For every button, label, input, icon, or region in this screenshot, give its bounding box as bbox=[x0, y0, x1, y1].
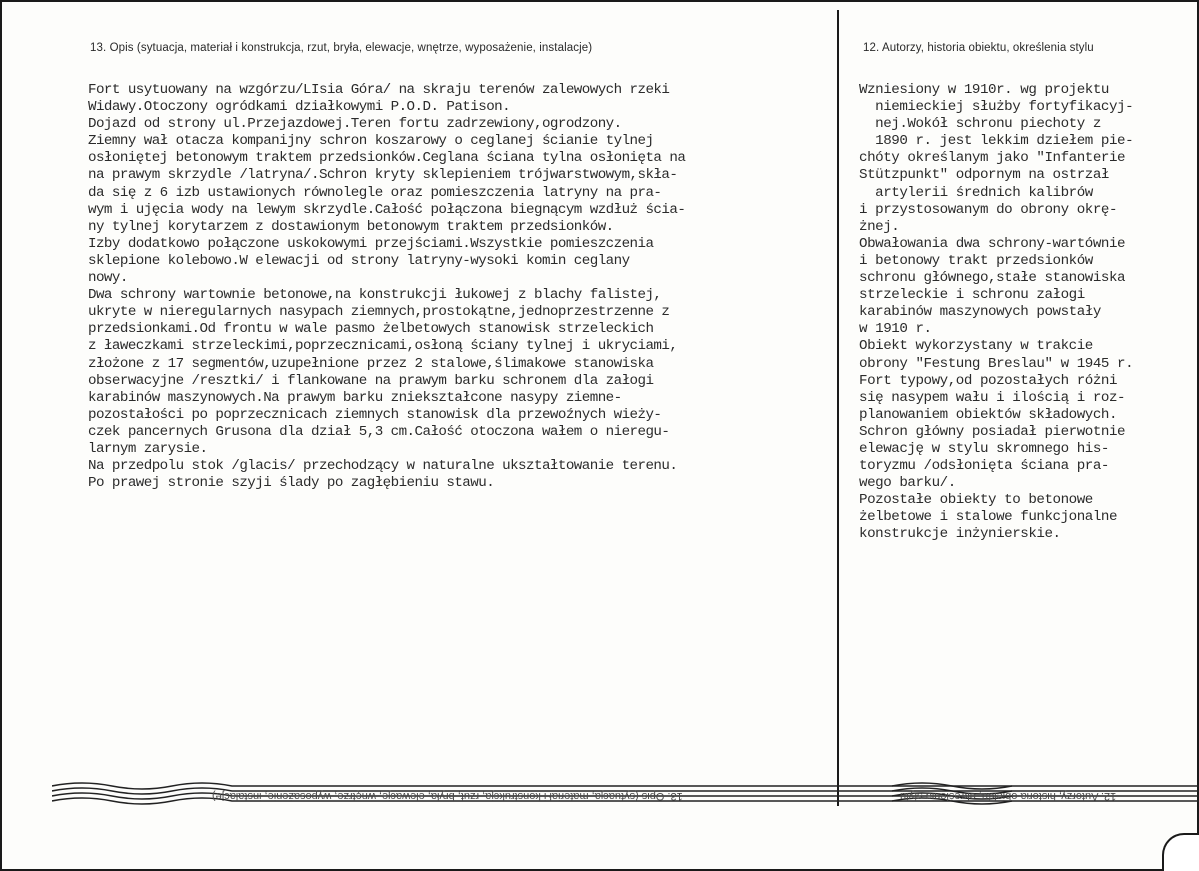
rounded-corner-notch bbox=[1162, 833, 1199, 871]
wave-line-1 bbox=[52, 783, 1199, 789]
mirrored-section-12-header: 12. Autorzy, historia obiektu, określenia stylu bbox=[900, 790, 1117, 802]
section-12-header: 12. Autorzy, historia obiektu, określenia stylu bbox=[863, 42, 1094, 54]
mirrored-section-13-header: 13. Opis (sytuacja, materiał i konstrukcja, rzut, bryła, elewacje, wnętrze, wyposażenie, instalacje) bbox=[212, 790, 683, 802]
section-12-history: Wzniesiony w 1910r. wg projektu niemieckiej służby fortyfikacyj- nej.Wokół schronu piechoty z 1890 r. jest lekkim dziełem pie- chóty określanym jako "Infanterie Stützpunkt" odpornym na ostrzał artylerii średnich kalibrów i przystosowanym do obrony okrę- żnej. Obwałowania dwa schrony-wartównie i betonowy trakt przedsionków schronu głównego,stałe stanowiska strzeleckie i schronu załogi karabinów maszynowych powstały w 1910 r. Obiekt wykorzystany w trakcie obrony "Festung Breslau" w 1945 r. Fort typowy,od pozostałych różni się nasypem wału i ilością i roz- planowaniem obiektów składowych. Schron główny posiadał pierwotnie elewację w stylu skromnego his- toryzmu /odsłonięta ściana pra- wego barku/. Pozostałe obiekty to betonowe żelbetowe i stalowe funkcjonalne konstrukcje inżynierskie. bbox=[859, 82, 1134, 543]
section-13-description: Fort usytuowany na wzgórzu/LIsia Góra/ na skraju terenów zalewowych rzeki Widawy.Otoczony ogródkami działkowymi P.O.D. Patison. Dojazd od strony ul.Przejazdowej.Teren fortu zadrzewiony,ogrodzony. Ziemny wał otacza kompanijny schron koszarowy o ceglanej ścianie tylnej osłoniętej betonowym traktem przedsionków.Ceglana ściana tylna osłonięta na na prawym skrzydle /latryna/.Schron kryty sklepieniem trójwarstwowym,skła- da się z 6 izb ustawionych równolegle oraz pomieszczenia latryny na pra- wym i ujęcia wody na lewym skrzydle.Całość połączona biegnącym wzdłuż ścia- ny tylnej korytarzem z dostawionym betonowym traktem przedsionków. Izby dodatkowo połączone uskokowymi przejściami.Wszystkie pomieszczenia sklepione kolebowo.W elewacji od strony latryny-wysoki komin ceglany nowy. Dwa schrony wartownie betonowe,na konstrukcji łukowej z blachy falistej, ukryte w nieregularnych nasypach ziemnych,prostokątne,jednoprzestrzenne z przedsionkami.Od frontu w wale pasmo żelbetowych stanowisk strzeleckich z ławeczkami strzeleckimi,poprzecznicami,osłoną ściany tylnej i ukryciami, złożone z 17 segmentów,uzupełnione przez 2 stalowe,ślimakowe stanowiska obserwacyjne /resztki/ i flankowane na prawym barku schronem dla załogi karabinów maszynowych.Na prawym barku zniekształcone nasypy ziemne- pozostałości po poprzecznicach ziemnych stanowisk dla przewoźnych wieży- czek pancernych Grusona dla dział 5,3 cm.Całość otoczona wałem o nieregu- larnym zarysie. Na przedpolu stok /glacis/ przechodzący w naturalne ukształtowanie terenu. Po prawej stronie szyji ślady po zagłębieniu stawu. bbox=[88, 82, 686, 492]
section-13-header: 13. Opis (sytuacja, materiał i konstrukcja, rzut, bryła, elewacje, wnętrze, wyposażenie, instalacje) bbox=[90, 42, 593, 54]
column-divider bbox=[837, 10, 839, 806]
